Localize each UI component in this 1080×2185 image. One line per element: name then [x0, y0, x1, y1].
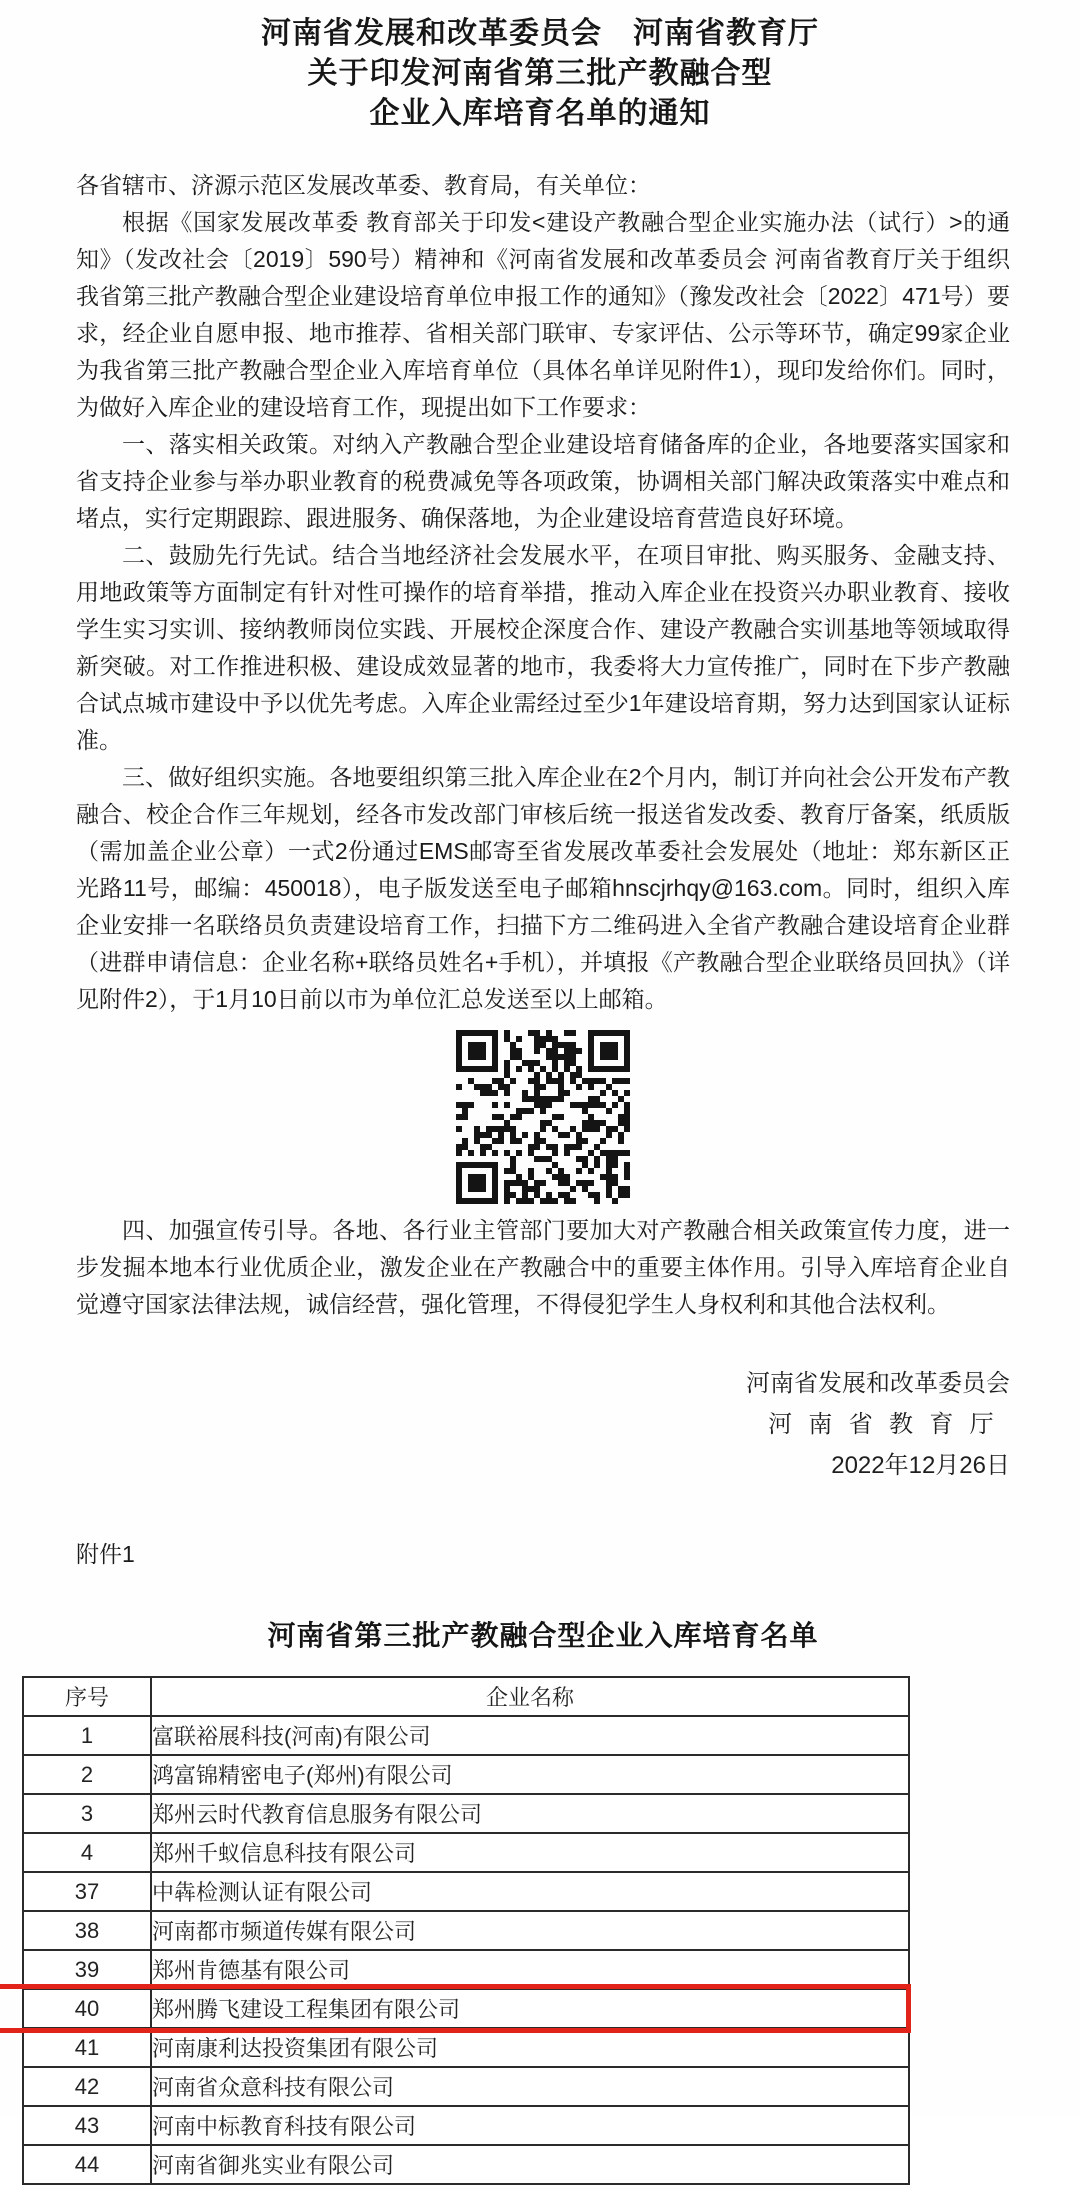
- table-row: [23, 1794, 909, 1833]
- company-name: 郑州腾飞建设工程集团有限公司: [151, 1989, 909, 2028]
- company-name: 郑州云时代教育信息服务有限公司: [151, 1794, 909, 1833]
- paragraph-item-2: 二、鼓励先行先试。结合当地经济社会发展水平，在项目审批、购买服务、金融支持、用地政策等方面制定有针对性可操作的培育举措，推动入库企业在投资兴办职业教育、接收学生实习实训、接纳教师岗位实践、开展校企深度合作、建设产教融合实训基地等领域取得新突破。对工作推进积极、建设成效显著的地市，我委将大力宣传推广，同时在下步产教融合试点城市建设中予以优先考虑。入库企业需经过至少1年建设培育期，努力达到国家认证标准。: [76, 542, 1010, 753]
- row-number: 3: [23, 1794, 151, 1833]
- table-row: [23, 1833, 909, 1872]
- attachment-label: 附件1: [76, 1541, 135, 1567]
- company-name: 河南都市频道传媒有限公司: [151, 1911, 909, 1950]
- company-name: 河南康利达投资集团有限公司: [151, 2028, 909, 2067]
- table-row: [23, 1911, 909, 1950]
- row-number: 40: [23, 1989, 151, 2028]
- row-number: 43: [23, 2106, 151, 2145]
- row-number: 39: [23, 1950, 151, 1989]
- doc-body: [0, 167, 1080, 1654]
- row-number: 38: [23, 1911, 151, 1950]
- roster-table-title: 河南省第三批产教融合型企业入库培育名单: [267, 1620, 819, 1651]
- paragraph-basis: 根据《国家发展改革委 教育部关于印发<建设产教融合型企业实施办法（试行）>的通知》（发改社会〔2019〕590号）精神和《河南省发展和改革委员会 河南省教育厅关于组织我省第三批产教融合型企业建设培育单位申报工作的通知》（豫发改社会〔2022〕471号）要求，经企业自愿申报、地市推荐、省相关部门联审、专家评估、公示等环节，确定99家企业为我省第三批产教融合型企业入库培育单位（具体名单详见附件1），现印发给你们。同时，为做好入库企业的建设培育工作，现提出如下工作要求：: [76, 209, 1010, 420]
- table-row: [23, 2106, 909, 2145]
- table-row: [23, 2028, 909, 2067]
- header-company-name: 企业名称: [151, 1677, 909, 1716]
- signature-agency-1: 河南省发展和改革委员会: [746, 1370, 1010, 1397]
- company-name: 河南省御兆实业有限公司: [151, 2145, 909, 2184]
- roster-header-row: [23, 1677, 909, 1716]
- table-row: [23, 1989, 909, 2028]
- company-name: 河南中标教育科技有限公司: [151, 2106, 909, 2145]
- table-row: [23, 2067, 909, 2106]
- paragraph-item-3: 三、做好组织实施。各地要组织第三批入库企业在2个月内，制订并向社会公开发布产教融合、校企合作三年规划，经各市发改部门审核后统一报送省发改委、教育厅备案，纸质版（需加盖企业公章）一式2份通过EMS邮寄至省发展改革委社会发展处（地址：郑东新区正光路11号，邮编：450018），电子版发送至电子邮箱hnscjrhqy@163.com。同时，组织入库企业安排一名联络员负责建设培育工作，扫描下方二维码进入全省产教融合建设培育企业群（进群申请信息：企业名称+联络员姓名+手机），并填报《产教融合型企业联络员回执》（详见附件2），于1月10日前以市为单位汇总发送至以上邮箱。: [76, 764, 1010, 1012]
- company-name: 河南省众意科技有限公司: [151, 2067, 909, 2106]
- row-number: 41: [23, 2028, 151, 2067]
- qr-code-container: [76, 1030, 1010, 1204]
- signature-date: 2022年12月26日: [831, 1452, 1010, 1479]
- row-number: 2: [23, 1755, 151, 1794]
- table-row: [23, 1716, 909, 1755]
- table-row: [23, 1755, 909, 1794]
- doc-title-line-3: 企业入库培育名单的通知: [369, 97, 711, 130]
- row-number: 1: [23, 1716, 151, 1755]
- doc-header: [0, 0, 1080, 134]
- paragraph-item-1: 一、落实相关政策。对纳入产教融合型企业建设培育储备库的企业，各地要落实国家和省支持企业参与举办职业教育的税费减免等各项政策，协调相关部门解决政策落实中难点和堵点，实行定期跟踪、跟进服务、确保落地，为企业建设培育营造良好环境。: [76, 431, 1010, 531]
- company-name: 郑州肯德基有限公司: [151, 1950, 909, 1989]
- table-row: [23, 1950, 909, 1989]
- header-serial-number: 序号: [23, 1677, 151, 1716]
- signature-agency-2: 河南省教育厅: [768, 1411, 1010, 1438]
- doc-title-line-1: 河南省发展和改革委员会 河南省教育厅: [261, 17, 819, 50]
- table-row: [23, 1872, 909, 1911]
- table-row: [23, 2145, 909, 2184]
- doc-title-line-2: 关于印发河南省第三批产教融合型: [307, 57, 773, 90]
- row-number: 42: [23, 2067, 151, 2106]
- salutation: 各省辖市、济源示范区发展改革委、教育局，有关单位：: [76, 172, 651, 198]
- row-number: 44: [23, 2145, 151, 2184]
- signature-block: [76, 1363, 1010, 1486]
- company-name: 中犇检测认证有限公司: [151, 1872, 909, 1911]
- row-number: 37: [23, 1872, 151, 1911]
- paragraph-item-4: 四、加强宣传引导。各地、各行业主管部门要加大对产教融合相关政策宣传力度，进一步发掘本地本行业优质企业，激发企业在产教融合中的重要主体作用。引导入库培育企业自觉遵守国家法律法规，诚信经营，强化管理，不得侵犯学生人身权利和其他合法权利。: [76, 1217, 1010, 1317]
- roster-body: [23, 1716, 909, 2184]
- company-name: 鸿富锦精密电子(郑州)有限公司: [151, 1755, 909, 1794]
- company-name: 郑州千蚁信息科技有限公司: [151, 1833, 909, 1872]
- company-name: 富联裕展科技(河南)有限公司: [151, 1716, 909, 1755]
- qr-code-image: [456, 1030, 630, 1204]
- roster-table: [22, 1676, 910, 2185]
- row-number: 4: [23, 1833, 151, 1872]
